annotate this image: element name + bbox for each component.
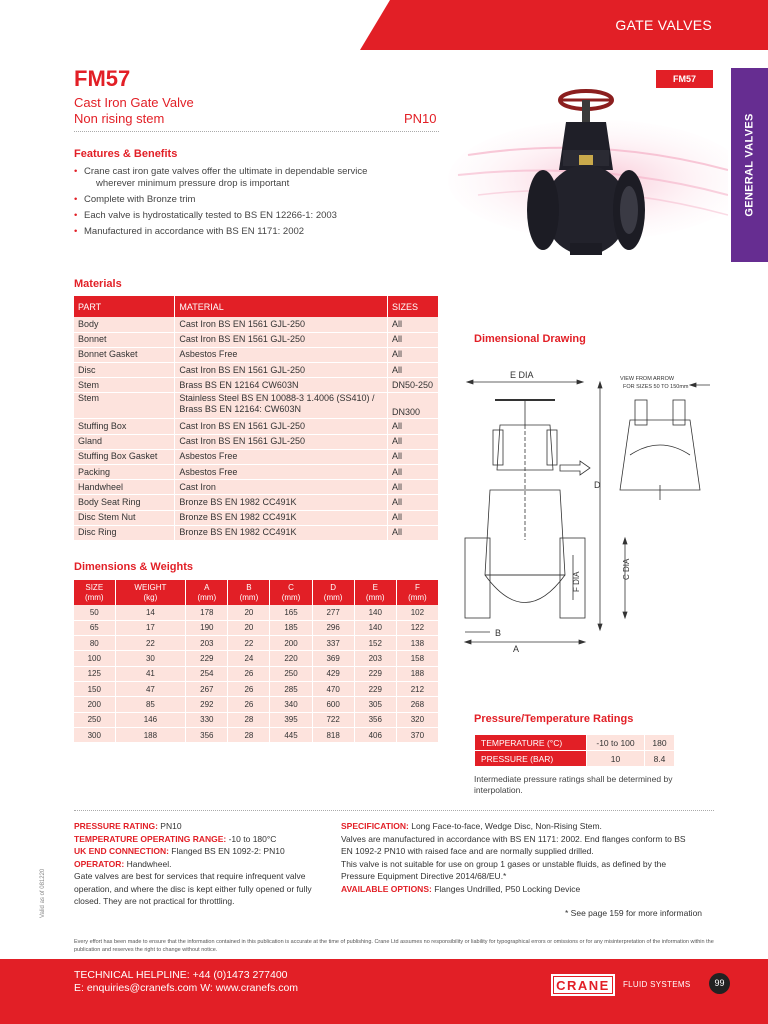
dimensions-cell: 300: [74, 727, 115, 742]
materials-row: [74, 317, 439, 332]
dimensions-cell: 188: [396, 666, 438, 681]
dimensions-cell: 185: [270, 620, 312, 635]
materials-row: [74, 449, 439, 464]
see-page-note: * See page 159 for more information: [565, 908, 703, 918]
dimensions-cell: 250: [270, 666, 312, 681]
dimensions-cell: 406: [354, 727, 396, 742]
dimensions-cell: 26: [228, 681, 270, 696]
label-a: A: [513, 644, 520, 654]
column-header: MATERIAL: [175, 296, 388, 317]
dimensions-cell: 254: [186, 666, 228, 681]
dimensions-cell: 146: [115, 712, 186, 727]
column-header: A (mm): [186, 580, 228, 605]
label-d: D: [594, 480, 601, 490]
dimensions-cell: 429: [312, 666, 354, 681]
features-heading: Features & Benefits: [74, 148, 178, 160]
feature-item: • Manufactured in accordance with BS EN 1171: 2002: [74, 226, 434, 238]
dimensions-body: [74, 605, 439, 743]
column-header: E (mm): [354, 580, 396, 605]
dimensions-cell: 190: [186, 620, 228, 635]
materials-heading: Materials: [74, 278, 122, 290]
dimensions-cell: 20: [228, 605, 270, 620]
materials-cell: Handwheel: [74, 480, 175, 495]
dimensions-row: [74, 620, 439, 635]
materials-cell: Disc: [74, 363, 175, 378]
materials-cell: Cast Iron BS EN 1561 GJL-250: [175, 363, 388, 378]
dimensions-cell: 470: [312, 681, 354, 696]
dimensions-cell: 220: [270, 651, 312, 666]
dimensions-cell: 85: [115, 697, 186, 712]
dimensions-cell: 28: [228, 727, 270, 742]
dimensions-cell: 600: [312, 697, 354, 712]
contact-text[interactable]: E: enquiries@cranefs.com W: www.cranefs.com: [74, 982, 299, 994]
label-f-dia: F DIA: [572, 571, 581, 592]
header-banner-corner: [360, 0, 390, 50]
dimensions-cell: 320: [396, 712, 438, 727]
materials-cell: Asbestos Free: [175, 449, 388, 464]
dimensions-cell: 65: [74, 620, 115, 635]
feature-item: • Complete with Bronze trim: [74, 194, 434, 206]
dimensions-cell: 165: [270, 605, 312, 620]
dimensions-cell: 395: [270, 712, 312, 727]
label-b: B: [495, 628, 502, 638]
materials-cell: All: [388, 525, 439, 540]
dimensions-cell: 28: [228, 712, 270, 727]
pt-cell: 10: [587, 751, 645, 767]
pt-note: Intermediate pressure ratings shall be determined by interpolation.: [474, 774, 673, 795]
materials-cell: All: [388, 363, 439, 378]
materials-cell: All: [388, 317, 439, 332]
materials-cell: Bronze BS EN 1982 CC491K: [175, 510, 388, 525]
dimensions-cell: 152: [354, 636, 396, 651]
dimensions-cell: 285: [270, 681, 312, 696]
materials-row: [74, 465, 439, 480]
valve-photo: [448, 75, 728, 275]
page-number: 99: [709, 973, 730, 994]
dimensions-cell: 125: [74, 666, 115, 681]
materials-cell: Brass BS EN 12164 CW603N: [175, 378, 388, 393]
label-c-dia: C DIA: [622, 558, 631, 580]
materials-cell: Cast Iron BS EN 1561 GJL-250: [175, 434, 388, 449]
materials-row: [74, 393, 439, 419]
dimensions-row: [74, 636, 439, 651]
dimensions-cell: 14: [115, 605, 186, 620]
dimensions-cell: 305: [354, 697, 396, 712]
division-label: FLUID SYSTEMS: [623, 980, 691, 989]
dimensions-cell: 158: [396, 651, 438, 666]
materials-cell: All: [388, 480, 439, 495]
dimensions-cell: 337: [312, 636, 354, 651]
column-header: SIZES: [388, 296, 439, 317]
materials-row: [74, 363, 439, 378]
specs-divider: [74, 810, 714, 811]
features-list: [74, 166, 434, 242]
dimensions-cell: 267: [186, 681, 228, 696]
materials-cell: Cast Iron BS EN 1561 GJL-250: [175, 317, 388, 332]
dimensions-cell: 30: [115, 651, 186, 666]
dimensions-row: [74, 727, 439, 742]
materials-cell: Bronze BS EN 1982 CC491K: [175, 525, 388, 540]
pressure-class: PN10: [404, 111, 437, 126]
dimensions-cell: 17: [115, 620, 186, 635]
product-name: Cast Iron Gate Valve: [74, 95, 194, 110]
materials-header-row: [74, 296, 439, 317]
dimensions-cell: 203: [354, 651, 396, 666]
pt-row: [475, 751, 675, 767]
dimensions-cell: 100: [74, 651, 115, 666]
dimensions-cell: 41: [115, 666, 186, 681]
valid-as-of: Valid as of 081220: [40, 868, 46, 918]
dimensions-row: [74, 681, 439, 696]
materials-cell: Stainless Steel BS EN 10088-3 1.4006 (SS410) / Brass BS EN 12164: CW603N: [175, 393, 388, 419]
dimensions-cell: 356: [186, 727, 228, 742]
dimensions-row: [74, 651, 439, 666]
dimensions-cell: 356: [354, 712, 396, 727]
helpline-text: TECHNICAL HELPLINE: +44 (0)1473 277400: [74, 969, 288, 981]
dimensions-cell: 203: [186, 636, 228, 651]
column-header: F (mm): [396, 580, 438, 605]
dimensions-cell: 330: [186, 712, 228, 727]
specs-left: PRESSURE RATING: PN10 TEMPERATURE OPERATING RANGE: -10 to 180°C UK END CONNECTION: Flanged BS EN 1092-2: PN10 OPERATOR: Handwheel. Gate valves are best for services that require infrequent valve operation, and where the disc is kept either fully opened or fully closed. They are not practical for throttling.: [74, 821, 312, 906]
pressure-temperature-table: [474, 734, 675, 767]
materials-cell: Bonnet Gasket: [74, 347, 175, 362]
column-header: D (mm): [312, 580, 354, 605]
materials-cell: Stem: [74, 393, 175, 419]
dimensions-row: [74, 712, 439, 727]
materials-cell: Bronze BS EN 1982 CC491K: [175, 495, 388, 510]
materials-body: [74, 317, 439, 540]
section-title: GATE VALVES: [615, 17, 712, 33]
dimensions-cell: 369: [312, 651, 354, 666]
materials-row: [74, 434, 439, 449]
dimensions-cell: 20: [228, 620, 270, 635]
dimensions-cell: 22: [115, 636, 186, 651]
dimensions-cell: 212: [396, 681, 438, 696]
disclaimer: Every effort has been made to ensure that the information contained in this publication is accurate at the time of publishing. Crane Ltd assumes no responsibility or liability for typographical errors or omissions or for any misinterpretation of the information within the publication and reserves the right to change without notice.: [74, 939, 714, 953]
dimensions-cell: 340: [270, 697, 312, 712]
materials-cell: Cast Iron: [175, 480, 388, 495]
dimensions-cell: 250: [74, 712, 115, 727]
materials-cell: Bonnet: [74, 332, 175, 347]
materials-cell: All: [388, 434, 439, 449]
materials-cell: All: [388, 510, 439, 525]
materials-cell: Body: [74, 317, 175, 332]
side-tab-general-valves[interactable]: [731, 68, 768, 262]
materials-cell: Cast Iron BS EN 1561 GJL-250: [175, 419, 388, 434]
drawing-heading: Dimensional Drawing: [474, 333, 586, 345]
dimensions-cell: 140: [354, 605, 396, 620]
materials-row: [74, 480, 439, 495]
dimensions-cell: 229: [186, 651, 228, 666]
footer-contact: [74, 969, 298, 995]
product-stem: Non rising stem: [74, 111, 165, 126]
dimensions-cell: 24: [228, 651, 270, 666]
feature-item: • Each valve is hydrostatically tested to BS EN 12266-1: 2003: [74, 210, 434, 222]
crane-logo: CRANE: [551, 974, 615, 996]
dimensions-cell: 150: [74, 681, 115, 696]
pt-cell: 8.4: [645, 751, 675, 767]
materials-row: [74, 525, 439, 540]
materials-cell: All: [388, 465, 439, 480]
column-header: C (mm): [270, 580, 312, 605]
dimensions-cell: 229: [354, 681, 396, 696]
materials-cell: All: [388, 495, 439, 510]
dimensions-cell: 140: [354, 620, 396, 635]
dimensions-cell: 296: [312, 620, 354, 635]
dimensions-cell: 50: [74, 605, 115, 620]
materials-cell: All: [388, 347, 439, 362]
dimensions-cell: 47: [115, 681, 186, 696]
column-header: WEIGHT (kg): [115, 580, 186, 605]
column-header: SIZE (mm): [74, 580, 115, 605]
materials-row: [74, 495, 439, 510]
materials-row: [74, 378, 439, 393]
materials-cell: Gland: [74, 434, 175, 449]
dimensions-row: [74, 697, 439, 712]
materials-row: [74, 419, 439, 434]
dimensions-cell: 370: [396, 727, 438, 742]
dimensions-cell: 22: [228, 636, 270, 651]
model-badge: FM57: [656, 70, 713, 88]
feature-item: • Crane cast iron gate valves offer the ultimate in dependable service wherever minimum pressure drop is important: [74, 166, 434, 190]
side-tab-label: GENERAL VALVES: [743, 113, 756, 217]
pt-cell: -10 to 100: [587, 735, 645, 751]
materials-cell: Asbestos Free: [175, 347, 388, 362]
materials-cell: Disc Ring: [74, 525, 175, 540]
dimensions-cell: 722: [312, 712, 354, 727]
materials-cell: DN300: [388, 393, 439, 419]
dimensions-cell: 200: [270, 636, 312, 651]
footer: [0, 959, 768, 1024]
pt-heading: Pressure/Temperature Ratings: [474, 713, 634, 725]
column-header: B (mm): [228, 580, 270, 605]
specs-right: SPECIFICATION: Long Face-to-face, Wedge Disc, Non-Rising Stem. Valves are manufactured in accordance with BS EN 1171: 2002. End flanges conform to BS EN 1092-2 PN10 with raised face and are normally supplied drilled. This valve is not suitable for use on group 1 gases or unstable fluids, as defined by the Pressure Equipment Directive 2014/68/EU.* AVAILABLE OPTIONS: Flanges Undrilled, P50 Locking Device: [341, 821, 686, 894]
pt-cell: 180: [645, 735, 675, 751]
pt-row-label: TEMPERATURE (°C): [475, 735, 587, 751]
materials-cell: Stuffing Box Gasket: [74, 449, 175, 464]
materials-row: [74, 510, 439, 525]
dimensions-header-row: [74, 580, 439, 605]
pt-row: [475, 735, 675, 751]
column-header: PART: [74, 296, 175, 317]
dimensions-cell: 818: [312, 727, 354, 742]
dimensions-cell: 268: [396, 697, 438, 712]
materials-cell: DN50-250: [388, 378, 439, 393]
materials-cell: All: [388, 449, 439, 464]
dimensions-table: [74, 580, 439, 743]
dimensions-cell: 102: [396, 605, 438, 620]
dimensions-cell: 138: [396, 636, 438, 651]
dimensions-cell: 229: [354, 666, 396, 681]
dimensions-cell: 188: [115, 727, 186, 742]
materials-cell: Cast Iron BS EN 1561 GJL-250: [175, 332, 388, 347]
materials-cell: Stuffing Box: [74, 419, 175, 434]
dimensions-cell: 292: [186, 697, 228, 712]
materials-row: [74, 347, 439, 362]
label-e-dia: E DIA: [510, 370, 534, 380]
title-divider: [74, 131, 439, 132]
dimensional-drawing: [455, 360, 715, 660]
dimensions-cell: 26: [228, 666, 270, 681]
dimensions-cell: 122: [396, 620, 438, 635]
product-code: FM57: [74, 66, 131, 91]
dimensions-cell: 445: [270, 727, 312, 742]
materials-cell: All: [388, 419, 439, 434]
dimensions-heading: Dimensions & Weights: [74, 561, 193, 573]
materials-cell: All: [388, 332, 439, 347]
dimensions-cell: 178: [186, 605, 228, 620]
materials-cell: Packing: [74, 465, 175, 480]
dimensions-cell: 80: [74, 636, 115, 651]
dimensions-cell: 200: [74, 697, 115, 712]
label-view-note-2: FOR SIZES 50 TO 150mm: [623, 384, 689, 390]
dimensions-cell: 277: [312, 605, 354, 620]
label-view-note-1: VIEW FROM ARROW: [620, 376, 675, 382]
dimensions-row: [74, 605, 439, 620]
materials-cell: Disc Stem Nut: [74, 510, 175, 525]
materials-row: [74, 332, 439, 347]
pt-row-label: PRESSURE (BAR): [475, 751, 587, 767]
materials-cell: Body Seat Ring: [74, 495, 175, 510]
dimensions-cell: 26: [228, 697, 270, 712]
dimensions-row: [74, 666, 439, 681]
materials-cell: Stem: [74, 378, 175, 393]
materials-cell: Asbestos Free: [175, 465, 388, 480]
materials-table: [74, 296, 439, 541]
